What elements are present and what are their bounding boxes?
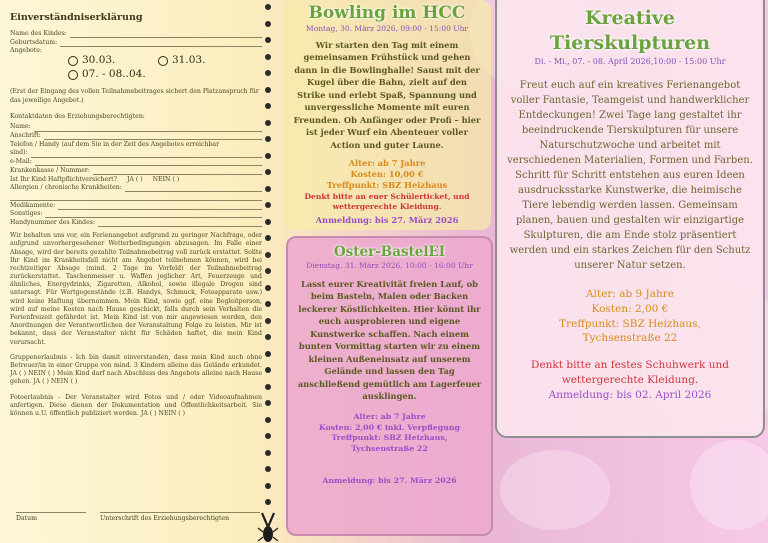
- terms-text: Wir behalten uns vor, ein Ferienangebot aufgrund zu geringer Nachfrage, oder aufgrund unvorhergesehener Wetterbedingungen abzusagen. Im Falle einer Absage, wird der bereits gezahlte Teilnahmebeitrag voll zurück erstattet. Sollte Ihr Kind im Krankheitsfall nicht am Angebot teilnehmen können, wird bei rechtzeitiger Absage (mind. 2 Tage im Vorfeld) der Teilnahmebeitrag zurückerstattet. Taschenmesser u. Waffen jeglicher Art, Feuerzeuge und ähnliches, Energydrinks, Zigaretten, Alkohol, sowie illegale Drogen sind untersagt. Für Wertgegenstände (z.B. Handys, Schmuck, Fotoapparate usw.) wird keine Haftung übernommen. Mein Kind, sowie ggf. eine Begleitperson, wird auf meine Kosten nach Hause geschickt, falls durch sein Verhalten die Ferienfreizeit gefährdet ist. Mein Kind ist von mir angewiesen worden, den Anordnungen der Verantwortlichen der Veranstaltung Folge zu leisten. Mir ist bekannt, dass der Veranstalter nicht für Schäden haftet, die mein Kind verursacht.: [10, 232, 262, 346]
- angebote-label: Angebote:: [10, 47, 42, 55]
- decor-blob: [500, 450, 610, 530]
- easter-age: Alter: ab 7 Jahre: [353, 412, 426, 422]
- payment-note: (Erst der Eingang des vollen Teilnahmebeitrages sichert den Platzanspruch für das jeweilige Angebot.): [10, 88, 259, 104]
- spiral-ring: [265, 186, 271, 192]
- group-permission-text: Gruppenerlaubnis - Ich bin damit einverstanden, dass mein Kind auch ohne Betreuer/in in einer Gruppe von mind. 3 Kindern alleine das Gelände erkundet. JA ( ) NEIN ( ) Mein Kind darf nach Abschluss des Angebots alleine nach Hause gehen. JA ( ) NEIN ( ): [10, 353, 262, 386]
- spiral-ring: [265, 21, 271, 27]
- sculptures-registration: Anmeldung: bis 02. April 2026: [548, 388, 712, 401]
- sculptures-age: Alter: ab 9 Jahre: [585, 288, 675, 301]
- bowling-description: Wir starten den Tag mit einem gemeinsamen Frühstück und gehen dann in die Bowlinghalle! Saust mit der Kugel über die Bahn, zielt auf den Strike und erlebt Spaß, Spannung und unvergessliche Momente mit euren Freunden. Ob Anfänger oder Profi – hier ist jeder Wurf ein Abenteuer voller Action und guter Laune.: [293, 40, 481, 150]
- spiral-ring: [265, 433, 271, 439]
- spiral-ring: [265, 252, 271, 258]
- easter-registration: Anmeldung: bis 27. März 2026: [322, 476, 457, 486]
- form-heading: Einverständniserklärung: [10, 12, 143, 23]
- contact-heading: Kontaktdaten des Erziehungsberechtigten:: [10, 112, 145, 120]
- spiral-ring: [265, 4, 271, 10]
- easter-title: Oster-BastelEI: [333, 244, 446, 260]
- bowling-card: [283, 0, 491, 230]
- easter-address: Tychsenstraße 22: [351, 443, 428, 453]
- child-name-field[interactable]: Name des Kindes:: [10, 30, 262, 39]
- bowling-cost: Kosten: 10,00 €: [350, 169, 424, 180]
- spiral-ring: [265, 367, 271, 373]
- photo-permission-text: Fotoerlaubnis - Der Veranstalter wird Fotos und / oder Videoaufnahmen anfertigen. Diese dienen der Dokumentation und Öffentlichkeitsarbeit. Sie können u.U. öffentlich publiziert werden. JA ( ) NEIN ( ): [10, 393, 262, 417]
- parent-signature[interactable]: Unterschrift des Erziehungsberechtigten: [100, 512, 260, 522]
- spiral-ring: [265, 466, 271, 472]
- sculptures-title-1: Kreative: [584, 7, 676, 29]
- allergies-field[interactable]: Allergien / chronische Krankheiten:: [10, 184, 262, 193]
- spiral-ring: [265, 54, 271, 60]
- sculptures-meeting-point: Treffpunkt: SBZ Heizhaus,: [559, 317, 701, 330]
- spiral-ring: [265, 400, 271, 406]
- spiral-ring: [265, 87, 271, 93]
- phone-field[interactable]: sind):: [10, 149, 262, 158]
- liability-question[interactable]: Ist Ihr Kind Haftpflichtversichert? JA ( ) NEIN ( ): [10, 175, 180, 183]
- email-field[interactable]: e-Mail:: [10, 158, 262, 167]
- spiral-ring: [265, 37, 271, 43]
- beetle-icon: [257, 510, 279, 543]
- sculptures-date: Di. - Mi., 07. - 08. April 2026,10:00 - 15:00 Uhr: [534, 57, 726, 67]
- bowling-title: Bowling im HCC: [308, 3, 466, 23]
- allergies-field-2[interactable]: [10, 192, 262, 201]
- spiral-binding: [262, 0, 274, 543]
- spiral-ring: [265, 384, 271, 390]
- address-field[interactable]: Anschrift:: [10, 132, 262, 141]
- other-field[interactable]: Sonstiges:: [10, 210, 262, 219]
- date-option-0704[interactable]: 07. - 08..04.: [68, 68, 158, 82]
- spiral-ring: [265, 334, 271, 340]
- child-phone-field[interactable]: Handynummer des Kindes:: [10, 218, 262, 227]
- bowling-date: Montag, 30. März 2026, 09:00 - 15:00 Uhr: [306, 24, 468, 33]
- easter-description: Lasst eurer Kreativität freien Lauf, ob beim Basteln, Malen oder Backen leckerer Köstlichkeiten. Hier könnt ihr euch ausprobieren und eigene Kunstwerke schaffen. Nach einem bunten Vormittag starten wir zu einem kleinen Außeneinsatz auf unserem Gelände und lassen den Tag anschließend gemütlich am Lagerfeuer ausklingen.: [297, 279, 482, 401]
- spiral-ring: [265, 235, 271, 241]
- insurance-field[interactable]: Krankenkasse / Nummer:: [10, 166, 262, 175]
- consent-form: [10, 12, 262, 418]
- radio-icon[interactable]: [158, 56, 168, 66]
- spiral-ring: [265, 70, 271, 76]
- easter-cost: Kosten: 2,00 € inkl. Verpflegung: [318, 422, 460, 432]
- spiral-ring: [265, 301, 271, 307]
- easter-meeting-point: Treffpunkt: SBZ Heizhaus,: [331, 433, 448, 443]
- date-option-3103[interactable]: 31.03.: [158, 54, 258, 68]
- phone-label: Telefon / Handy (auf dem Sie in der Zeit des Angebotes erreichbar: [10, 140, 220, 148]
- spiral-ring: [265, 219, 271, 225]
- spiral-ring: [265, 202, 271, 208]
- birthdate-field[interactable]: Geburtsdatum:: [10, 38, 262, 47]
- easter-craft-card: [286, 236, 493, 536]
- spiral-ring: [265, 483, 271, 489]
- spiral-ring: [265, 153, 271, 159]
- sculptures-description: Freut euch auf ein kreatives Ferienangebot voller Fantasie, Teamgeist und handwerklicher Entdeckungen! Zwei Tage lang gestaltet ihr beeindruckende Tierskulpturen für unsere Naturschutzwoche und arbeitet mit verschiedenen Materialien, Formen und Farben. Schritt für Schritt entstehen aus euren Ideen ausdrucksstarke Kunstwerke, die heimische Tiere lebendig werden lassen. Gemeinsam planen, bauen und gestalten wir einzigartige Skulpturen, die am Ende stolz präsentiert werden und ein starkes Zeichen für den Schutz unserer Natur setzen.: [507, 80, 753, 272]
- sculptures-cost: Kosten: 2,00 €: [591, 303, 669, 316]
- spiral-ring: [265, 499, 271, 505]
- spiral-ring: [265, 169, 271, 175]
- bowling-registration: Anmeldung: bis 27. März 2026: [315, 215, 459, 225]
- spiral-ring: [265, 268, 271, 274]
- bowling-hint: Denkt bitte an euer Schülerticket, und wettergerechte Kleidung.: [304, 191, 470, 211]
- spiral-ring: [265, 417, 271, 423]
- spiral-ring: [265, 450, 271, 456]
- parent-name-field[interactable]: Name:: [10, 123, 262, 132]
- radio-icon[interactable]: [68, 70, 78, 80]
- spiral-ring: [265, 351, 271, 357]
- sculptures-address: Tychsenstraße 22: [582, 332, 678, 345]
- spiral-ring: [265, 318, 271, 324]
- sculptures-hint: Denkt bitte an festes Schuhwerk und wettergerechte Kleidung.: [531, 359, 729, 386]
- medication-field[interactable]: Medikamente:: [10, 201, 262, 210]
- bowling-age: Alter: ab 7 Jahre: [348, 157, 426, 168]
- sculptures-title-2: Tierskulpturen: [549, 31, 711, 54]
- easter-date: Dienstag, 31. März 2026, 10:00 - 16:00 Uhr: [306, 261, 473, 270]
- spiral-ring: [265, 120, 271, 126]
- spiral-ring: [265, 103, 271, 109]
- date-options: [68, 54, 262, 83]
- spiral-ring: [265, 136, 271, 142]
- date-signature[interactable]: Datum: [16, 512, 86, 522]
- date-option-3003[interactable]: 30.03.: [68, 54, 158, 68]
- bowling-meeting-point: Treffpunkt: SBZ Heizhaus: [326, 180, 448, 191]
- spiral-ring: [265, 285, 271, 291]
- radio-icon[interactable]: [68, 56, 78, 66]
- animal-sculptures-card: [495, 0, 765, 438]
- decor-blob: [690, 440, 768, 530]
